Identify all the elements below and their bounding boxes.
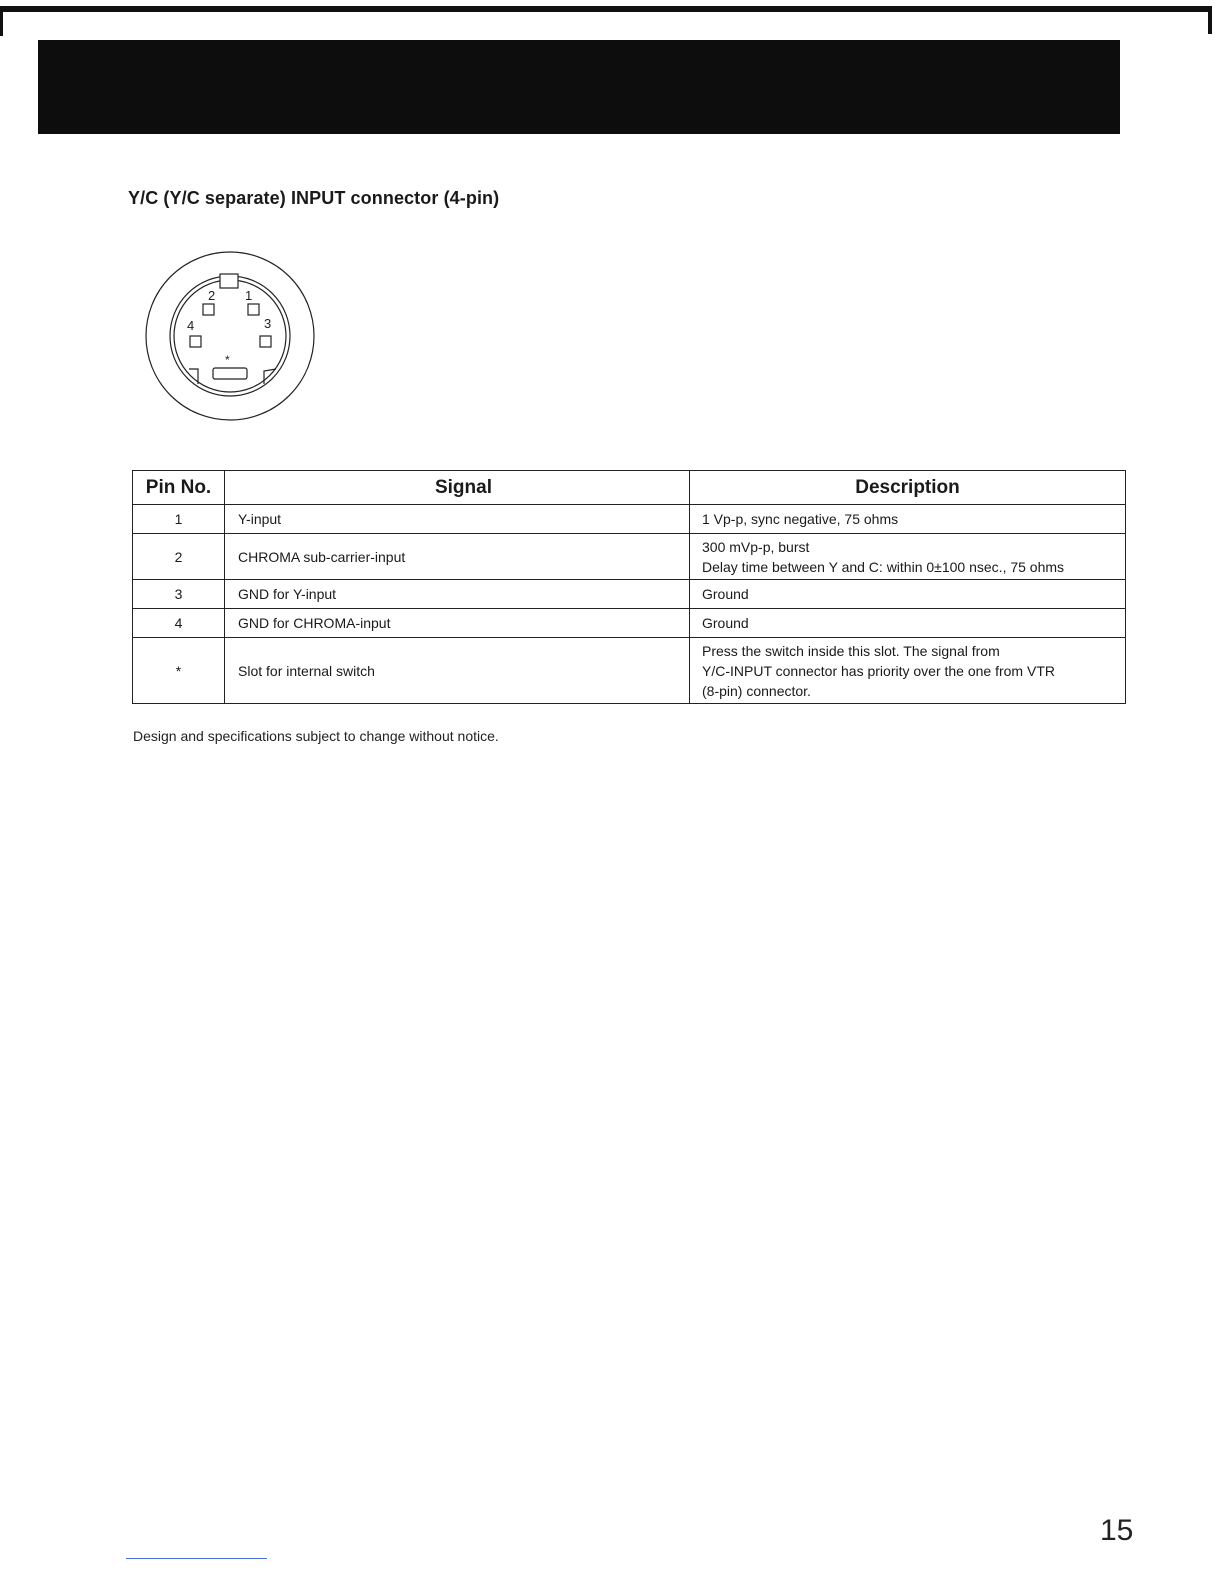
table-row: [133, 638, 1126, 704]
table-row: [133, 534, 1126, 580]
signal-name: GND for CHROMA-input: [225, 609, 690, 638]
pin-label-1: 1: [245, 288, 253, 303]
description: [690, 609, 1126, 638]
header-bar: [38, 40, 1120, 134]
pin-label-4: 4: [187, 318, 195, 333]
description: [690, 534, 1126, 580]
pin-4: [190, 336, 201, 347]
description-line: 1 Vp-p, sync negative, 75 ohms: [702, 511, 899, 527]
left-corner-mark: [0, 6, 3, 36]
pin-number: 1: [133, 505, 225, 534]
pin-number: 4: [133, 609, 225, 638]
description-line: Ground: [702, 586, 749, 602]
pin-2: [203, 304, 214, 315]
header-pin-no: Pin No.: [133, 471, 225, 505]
description: [690, 638, 1126, 704]
slot-label: *: [225, 353, 230, 367]
signal-name: Y-input: [225, 505, 690, 534]
header-description: Description: [690, 471, 1126, 505]
description-line: Y/C-INPUT connector has priority over the one from VTR: [702, 662, 1055, 679]
description-line: Ground: [702, 615, 749, 631]
disclaimer-note: Design and specifications subject to change without notice.: [133, 728, 499, 744]
table-row: [133, 580, 1126, 609]
connector-key-notch: [220, 274, 238, 288]
description-line: 300 mVp-p, burst: [702, 538, 810, 555]
description-line: Delay time between Y and C: within 0±100 nsec., 75 ohms: [702, 558, 1065, 575]
pin-label-3: 3: [264, 316, 272, 331]
pin-number: 3: [133, 580, 225, 609]
table-row: [133, 609, 1126, 638]
signal-name: Slot for internal switch: [225, 638, 690, 704]
description-line: Press the switch inside this slot. The signal from: [702, 642, 1000, 659]
description: [690, 580, 1126, 609]
page-number: 15: [1100, 1514, 1134, 1547]
description-line: (8-pin) connector.: [702, 682, 811, 699]
top-rule: [0, 6, 1212, 12]
pin-3: [260, 336, 271, 347]
signal-name: CHROMA sub-carrier-input: [225, 534, 690, 580]
pin-1: [248, 304, 259, 315]
table-row: [133, 505, 1126, 534]
connector-diagram: [140, 248, 320, 428]
pin-label-2: 2: [208, 288, 216, 303]
right-corner-mark: [1208, 6, 1212, 34]
pin-number: *: [133, 638, 225, 704]
header-signal: Signal: [225, 471, 690, 505]
description: [690, 505, 1126, 534]
section-title: Y/C (Y/C separate) INPUT connector (4-pin): [128, 188, 500, 208]
bottom-rule: [126, 1558, 267, 1559]
pin-table: [132, 470, 1126, 704]
pin-number: 2: [133, 534, 225, 580]
signal-name: GND for Y-input: [225, 580, 690, 609]
switch-slot: [213, 368, 247, 379]
